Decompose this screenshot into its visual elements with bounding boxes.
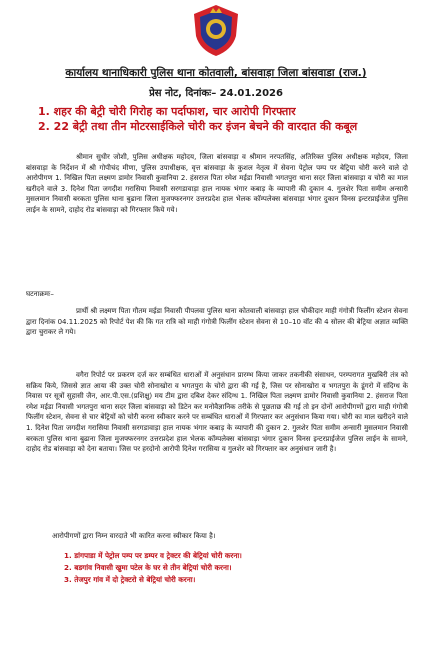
list-item: 2. बडगांव निवासी खुमा पटेल के घर से तीन बेट्रियां चोरी करना। [64, 563, 232, 572]
section-label: घटनाक्रमः– [26, 290, 54, 298]
headline-item: 1. शहर की बेट्री चोरी गिरोह का पर्दाफाश, चार आरोपी गिरफ्तार [38, 105, 296, 118]
list-item: 3. तेजपुर गांव में दो ट्रेक्टरो से बेट्रियां चोरी करना। [64, 575, 196, 584]
office-title: कार्यालय थानाधिकारी पुलिस थाना कोतवाली, बांसवाड़ा जिला बांसवाडा (राज.) [65, 67, 367, 79]
investigation-paragraph: वगैरा रिपोर्ट पर प्रकरण दर्ज कर सम्बंधित धाराओं में अनुसंधान प्रारम्भ किया जाकर तकनीकी संसाधन, परम्परागत मुखबिरी तंत्र को सक्रिय किये, जिससे ज्ञात आया की उक्त चोरी सोनाखोरा व भगतपुरा के चोरो द्वारा की गई है, जिस पर सोनाखोरा व भगतपुरा के डूंगरो में संदिग्ध के निवास पर सूत्रों सुहासी जैन, आर.पी.एस.(प्रशिक्षु) मय टीम द्वारा दबिश देकर संदिग्ध 1. निखिल पिता लक्ष्मण डामोर निवासी कुवानिया 2. हंसराज पिता रमेश मईडा निवासी भगतपुरा थाना सदर जिला बांसवाड़ा को डिटेन कर मनोवैज्ञानिक तरीके से पूछताछ की गई तो इन दोनों आरोपीगणों द्वारा माही गंगोत्री फिलींग स्टेशन, सेवना से चार बेट्रियों को चोरी करना स्वीकार करने पर सम्बंधित धाराओं में गिरफ्तार कर अनुसंधान किया गया। चोरी का माल खरीदने वाले 1. दिनेश पिता जगदीश गरासिया निवासी सरगडावाड़ा हाल नायक भंगार कबाड़ के व्यापारी की दुकान 2. गुलशेर पिता समीम अन्सारी मुसलमान निवासी बरकता पुलिस थाना बुढाना जिला मुजफ्फरनगर उत्तरप्रदेश हाल भेलक कॉम्पलेक्स बांसवाड़ा भंगार दुकान विनस इन्टरप्राईजेज पुलिस लाईन के सामने, दाहोद रोड बांसवाड़ा को देना बताया। जिस पर हरदोनो आरोपी दिनेश गरासिया व गुलशेर को गिरफ्तार कर अनुसंधान जारी है। [26, 371, 408, 454]
rajasthan-police-emblem-icon [188, 2, 244, 58]
document-header [0, 66, 432, 99]
list-intro-paragraph: आरोपीगणों द्वारा निम्न वारदाते भी कारित करना स्वीकार किया है। [52, 532, 216, 540]
press-note-date: प्रेस नोट, दिनांकः– 24.01.2026 [149, 88, 283, 99]
list-item: 1. डांगपाडा में पेट्रोल पम्प पर डम्पर व ट्रेक्टर की बेट्रियां चोरी करना। [64, 551, 242, 560]
headline-block [38, 104, 412, 134]
crime-list [64, 550, 408, 586]
intro-paragraph: श्रीमान सुधीर जोशी, पुलिस अधीक्षक महोदय, जिला बांसवाड़ा व श्रीमान नरपतसिंह, अतिरिक्त पुलिस अधीक्षक महोदय, जिला बांसवाड़ा के निर्देशन में श्री गोपीचंद मीणा, पुलिस उपाधीक्षक, वृत्त बांसवाड़ा के कुशल नेतृत्व में सेवना पेट्रोल पम्प पर बेट्रिया चोरी करने वाले दो आरोपीगण 1. निखिल पिता लक्ष्मण डामोर निवासी कुवानिया 2. हंसराज पिता रमेश मईडा निवासी भगतपुरा थाना सदर जिला बांसवाड़ा व चोरी का माल खरीदने वाले 3. दिनेश पिता जगदीश गरासिया निवासी सरगडावाड़ा हाल नायक भंगार कबाड़ के व्यापारी की दुकान 4. गुलशेर पिता समीम अन्सारी मुसलमान निवासी बरकता पुलिस थाना बुढाना जिला मुजफ्फरनगर उत्तरप्रदेश हाल भेलक कॉम्पलेक्स बांसवाड़ा भंगार दुकान विनस इन्टरप्राईजेज पुलिस लाईन के सामने, दाहोद रोड बांसवाड़ा को गिरफ्तार किये गये। [26, 153, 408, 214]
headline-item: 2. 22 बेट्री तथा तीन मोटरसाईकिले चोरी कर इंजन बेचने की वारदात की कबूल [38, 120, 358, 133]
complaint-paragraph: प्रार्थी श्री लक्ष्मण पिता गौतम मईडा निवासी पीपलवा पुलिस थाना कोतवाली बांसवाड़ा हाल चौकीदार माही गंगोत्री फिलींग स्टेशन सेवना द्वारा दिनांक 04.11.2025 को रिपोर्ट पेश की कि गत रात्रि को माही गंगोत्री फिलींग स्टेशन सेवना से 10–10 वॉट की 4 सोलर की बेट्रिया अज्ञात व्यक्ति द्वारा चुराकर ले गये। [26, 307, 408, 337]
